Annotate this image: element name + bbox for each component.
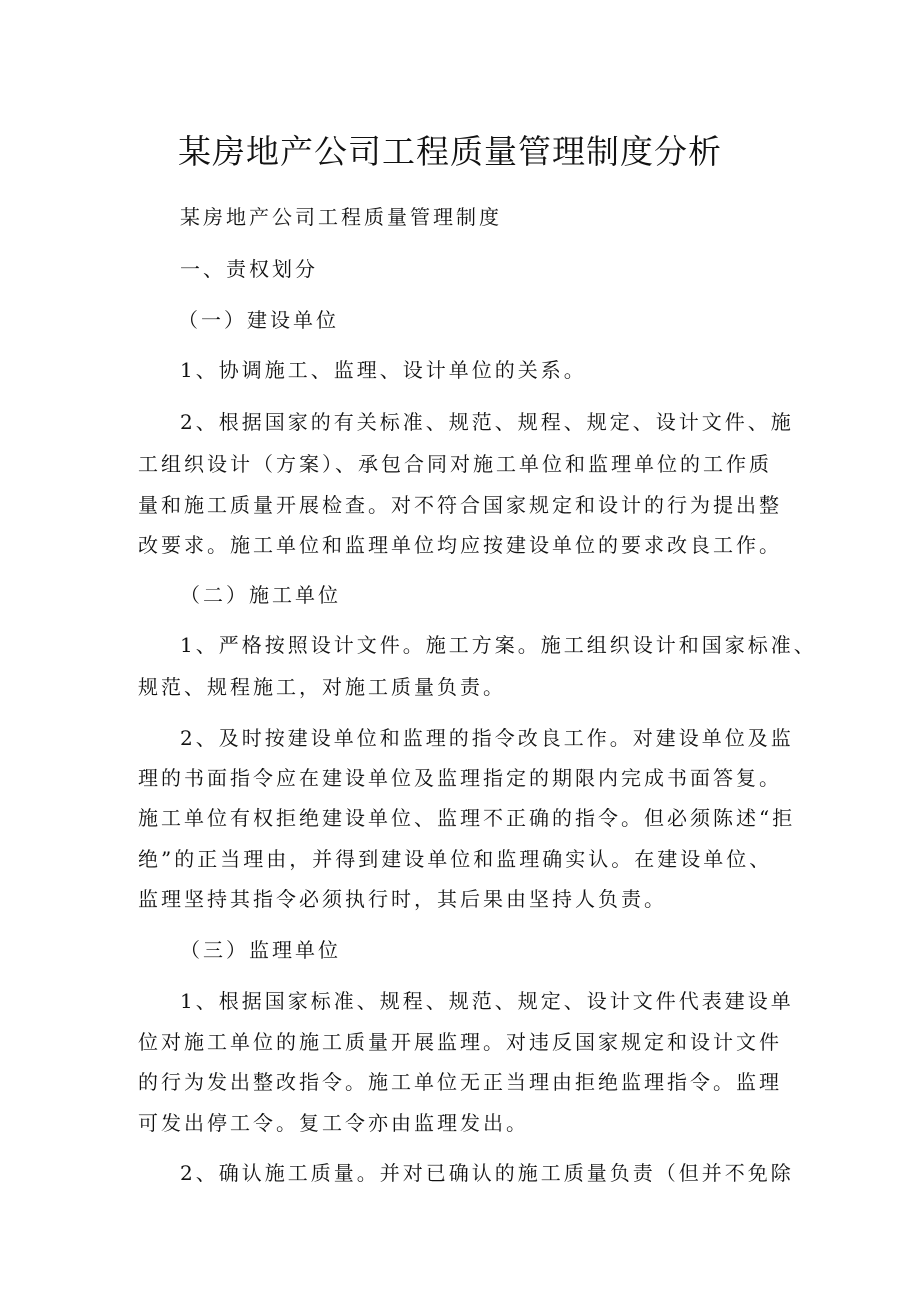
paragraph-line: 量和施工质量开展检查。对不符合国家规定和设计的行为提出整 [138,493,782,517]
paragraph-line: 监理坚持其指令必须执行时，其后果由坚持人负责。 [138,887,667,911]
paragraph-line: 2、根据国家的有关标准、规范、规程、规定、设计文件、施 [180,410,794,434]
paragraph-line: 1、严格按照设计文件。施工方案。施工组织设计和国家标准、 [180,633,817,657]
document-subtitle: 某房地产公司工程质量管理制度 [180,205,502,229]
subsection-heading-supervisor: （三）监理单位 [180,938,341,962]
paragraph-line: 绝”的正当理由，并得到建设单位和监理确实认。在建设单位、 [138,847,773,871]
paragraph-line: 的行为发出整改指令。施工单位无正当理由拒绝监理指令。监理 [138,1070,782,1094]
document-title: 某房地产公司工程质量管理制度分析 [178,132,722,171]
subsection-heading-contractor: （二）施工单位 [180,583,341,607]
paragraph-line: 施工单位有权拒绝建设单位、监理不正确的指令。但必须陈述“拒 [138,806,796,830]
section-heading-1: 一、责权划分 [180,257,318,281]
paragraph-line: 改要求。施工单位和监理单位均应按建设单位的要求改良工作。 [138,533,782,557]
paragraph-line: 位对施工单位的施工质量开展监理。对违反国家规定和设计文件 [138,1030,782,1054]
paragraph-line: 工组织设计（方案）、承包合同对施工单位和监理单位的工作质 [138,452,772,476]
paragraph-line: 1、根据国家标准、规程、规范、规定、设计文件代表建设单 [180,989,794,1013]
paragraph-line: 2、确认施工质量。并对已确认的施工质量负责（但并不免除 [180,1161,794,1185]
paragraph-line: 理的书面指令应在建设单位及监理指定的期限内完成书面答复。 [138,766,782,790]
paragraph-line: 2、及时按建设单位和监理的指令改良工作。对建设单位及监 [180,726,794,750]
paragraph-line: 1、协调施工、监理、设计单位的关系。 [180,358,587,382]
paragraph-line: 可发出停工令。复工令亦由监理发出。 [138,1111,529,1135]
subsection-heading-construction-owner: （一）建设单位 [178,308,339,332]
paragraph-line: 规范、规程施工，对施工质量负责。 [138,675,506,699]
